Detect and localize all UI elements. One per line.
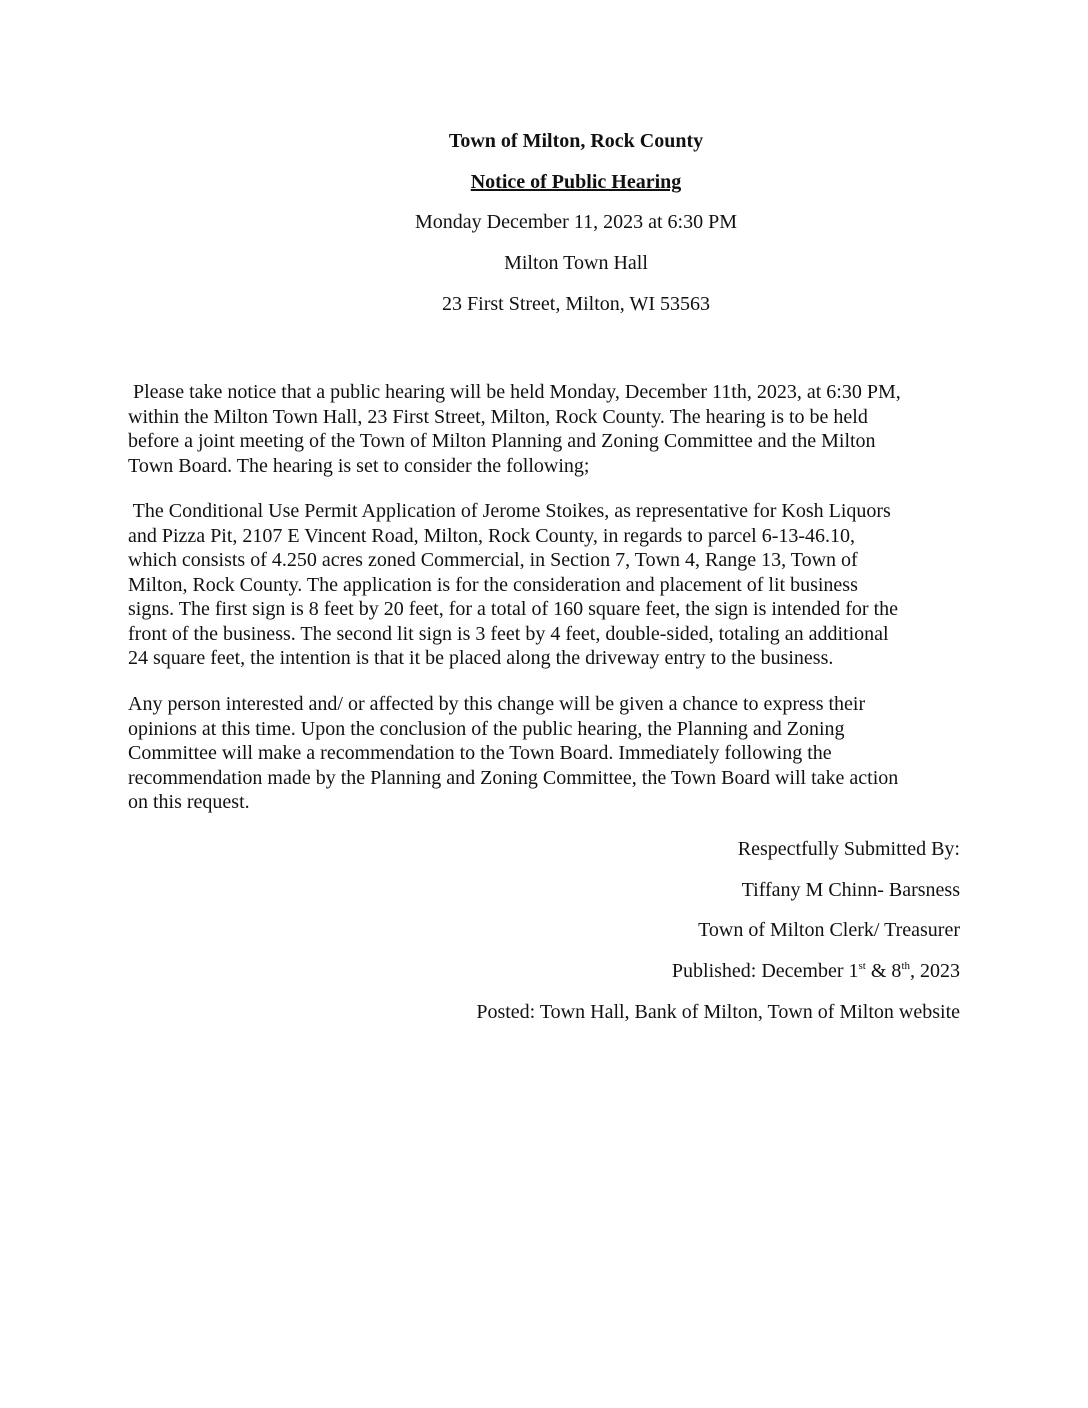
paragraph-line: Town Board. The hearing is set to consider the following; [128,454,590,477]
paragraph-line: 24 square feet, the intention is that it be placed along the driveway entry to the business. [128,647,834,669]
published-sup-second: th [901,960,910,972]
published-dates [672,959,960,983]
hearing-datetime: Monday December 11, 2023 at 6:30 PM [415,211,737,233]
hearing-address: 23 First Street, Milton, WI 53563 [442,293,710,315]
paragraph-public-comment [128,692,968,815]
paragraph-application [128,499,968,671]
paragraph-line: The Conditional Use Permit Application of Jerome Stoikes, as representative for Kosh Liquors [128,500,891,522]
paragraph-line: which consists of 4.250 acres zoned Commercial, in Section 7, Town 4, Range 13, Town of [128,549,858,571]
clerk-role: Town of Milton Clerk/ Treasurer [698,919,960,941]
paragraph-line: and Pizza Pit, 2107 E Vincent Road, Milton, Rock County, in regards to parcel 6-13-46.10, [128,524,856,547]
document-title: Town of Milton, Rock County [448,130,704,152]
paragraph-line: before a joint meeting of the Town of Milton Planning and Zoning Committee and the Milton [128,430,876,452]
paragraph-line: Committee will make a recommendation to the Town Board. Immediately following the [128,742,832,764]
paragraph-line: opinions at this time. Upon the conclusion of the public hearing, the Planning and Zoning [128,717,845,740]
clerk-name: Tiffany M Chinn- Barsness [741,879,960,901]
posted-locations: Posted: Town Hall, Bank of Milton, Town of Milton website [476,1001,960,1023]
published-suffix: , 2023 [910,960,960,982]
published-mid: & 8 [865,960,902,982]
published-sup-first: st [858,960,866,972]
paragraph-line: Any person interested and/ or affected by this change will be given a chance to express their [128,693,866,715]
paragraph-line: Please take notice that a public hearing will be held Monday, December 11th, 2023, at 6:30 PM, [128,381,901,403]
published-prefix: Published: December 1 [671,960,859,982]
paragraph-line: recommendation made by the Planning and Zoning Committee, the Town Board will take action [128,766,899,789]
document-subtitle: Notice of Public Hearing [470,171,682,193]
paragraph-line: within the Milton Town Hall, 23 First Street, Milton, Rock County. The hearing is to be held [128,405,868,428]
submitted-by-label: Respectfully Submitted By: [737,838,960,860]
paragraph-line: front of the business. The second lit sign is 3 feet by 4 feet, double-sided, totaling an additional [128,622,889,645]
paragraph-notice [128,380,968,478]
hearing-location: Milton Town Hall [504,252,648,274]
paragraph-line: Milton, Rock County. The application is for the consideration and placement of lit business [128,573,858,596]
paragraph-line: signs. The first sign is 8 feet by 20 feet, for a total of 160 square feet, the sign is intended for the [128,598,898,620]
paragraph-line: on this request. [128,791,250,813]
